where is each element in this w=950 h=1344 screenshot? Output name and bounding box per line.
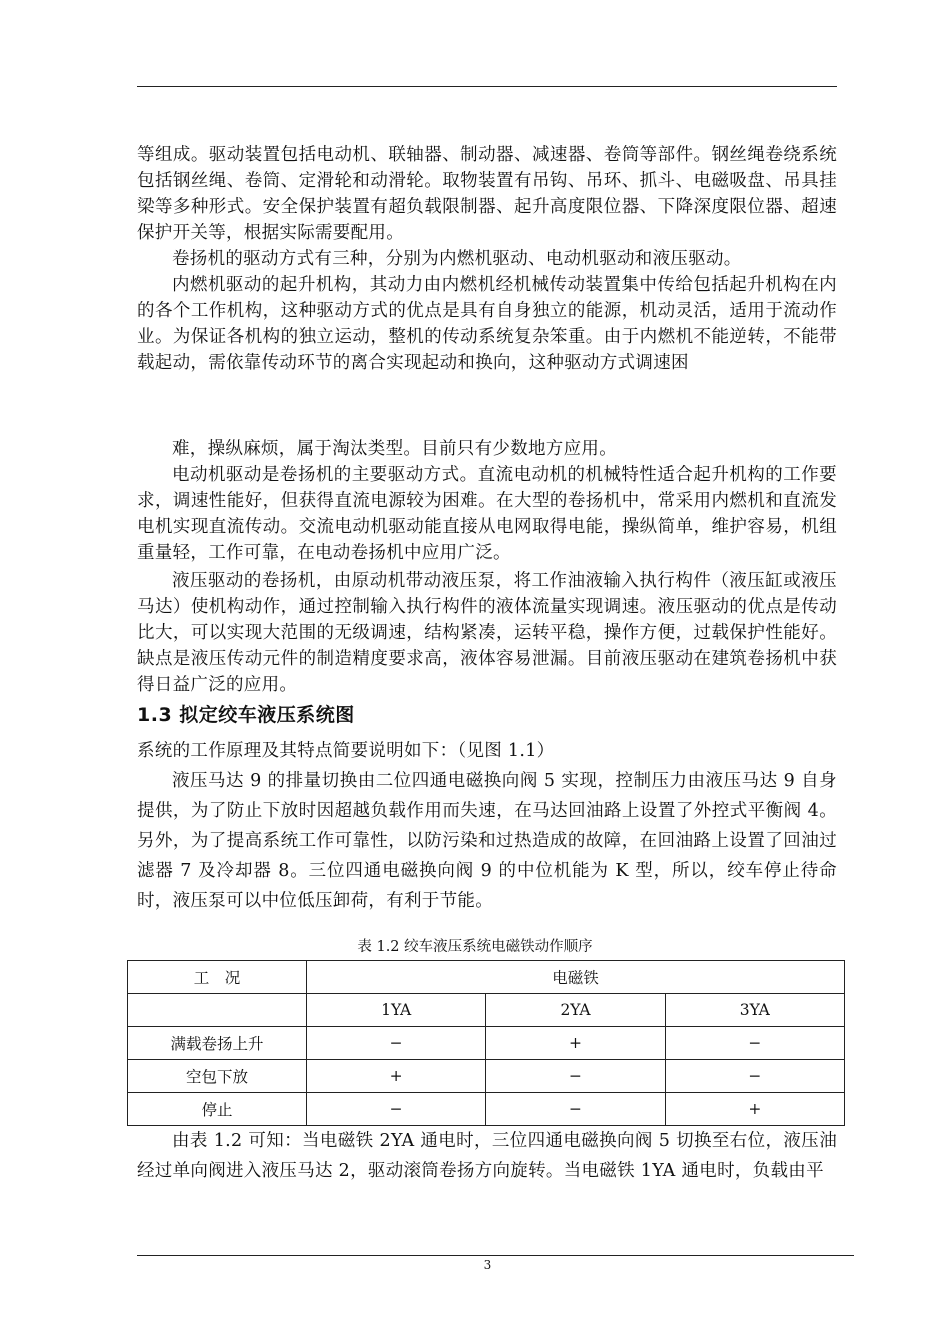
table-caption: 表 1.2 绞车液压系统电磁铁动作顺序 bbox=[357, 939, 593, 955]
paragraph-ice-drive-cont: 难，操纵麻烦，属于淘汰类型。目前只有少数地方应用。 bbox=[172, 439, 617, 459]
paragraph-intro: 系统的工作原理及其特点简要说明如下：（见图 1.1） bbox=[137, 741, 555, 761]
paragraph-ice-drive: 内燃机驱动的起升机构，其动力由内燃机经机械传动装置集中传给包括起升机构在内的各个工作机构，这种驱动方式的优点是具有自身独立的能源，机动灵活，适用于流动作业。为保证各机构的独立运动，整机的传动系统复杂笨重。由于内燃机不能逆转，不能带载起动，需依靠传动环节的离合实现起动和换向，这种驱动方式调速困 bbox=[137, 275, 837, 373]
paragraph-table-explanation: 由表 1.2 可知：当电磁铁 2YA 通电时，三位四通电磁换向阀 5 切换至右位，液压油经过单向阀进入液压马达 2，驱动滚筒卷扬方向旋转。当电磁铁 1YA 通电时，负载由平 bbox=[137, 1131, 837, 1181]
table-row bbox=[128, 1060, 845, 1093]
header-condition: 工 况 bbox=[128, 961, 307, 994]
row-label: 满载卷扬上升 bbox=[128, 1027, 307, 1060]
table-cell: − bbox=[486, 1060, 665, 1093]
table-cell: − bbox=[307, 1027, 486, 1060]
row-label: 停止 bbox=[128, 1093, 307, 1126]
table-cell: − bbox=[665, 1060, 844, 1093]
table-header-row bbox=[128, 961, 845, 994]
header-solenoid: 电磁铁 bbox=[307, 961, 845, 994]
column-header: 3YA bbox=[665, 994, 844, 1027]
page-number: 3 bbox=[483, 1258, 492, 1272]
table-cell: + bbox=[486, 1027, 665, 1060]
column-header: 2YA bbox=[486, 994, 665, 1027]
table-row bbox=[128, 1093, 845, 1126]
header-blank bbox=[128, 994, 307, 1027]
row-label: 空包下放 bbox=[128, 1060, 307, 1093]
table-row bbox=[128, 1027, 845, 1060]
section-heading: 1.3 拟定绞车液压系统图 bbox=[137, 704, 355, 726]
paragraph-motor-drive: 电动机驱动是卷扬机的主要驱动方式。直流电动机的机械特性适合起升机构的工作要求，调速性能好，但获得直流电源较为困难。在大型的卷扬机中，常采用内燃机和直流发电机实现直流传动。交流电动机驱动能直接从电网取得电能，操纵简单，维护容易，机组重量轻，工作可靠，在电动卷扬机中应用广泛。 bbox=[137, 465, 837, 563]
footer-rule bbox=[137, 1255, 854, 1256]
table-cell: + bbox=[307, 1060, 486, 1093]
paragraph-drive-modes: 卷扬机的驱动方式有三种，分别为内燃机驱动、电动机驱动和液压驱动。 bbox=[172, 249, 742, 269]
paragraph-principle: 液压马达 9 的排量切换由二位四通电磁换向阀 5 实现，控制压力由液压马达 9 自身提供，为了防止下放时因超越负载作用而失速，在马达回油路上设置了外控式平衡阀 4。另外，为了提高系统工作可靠性，以防污染和过热造成的故障，在回油路上设置了回油过滤器 7 及冷却器 8。三位四通电磁换向阀 9 的中位机能为 K 型，所以，绞车停止待命时，液压泵可以中位低压卸荷，有利于节能。 bbox=[137, 771, 837, 911]
table-cell: − bbox=[486, 1093, 665, 1126]
table-cell: − bbox=[307, 1093, 486, 1126]
table-cell: + bbox=[665, 1093, 844, 1126]
paragraph-components: 等组成。驱动装置包括电动机、联轴器、制动器、减速器、卷筒等部件。钢丝绳卷绕系统包括钢丝绳、卷筒、定滑轮和动滑轮。取物装置有吊钩、吊环、抓斗、电磁吸盘、吊具挂梁等多种形式。安全保护装置有超负载限制器、起升高度限位器、下降深度限位器、超速保护开关等，根据实际需要配用。 bbox=[137, 145, 837, 243]
paragraph-hydraulic-drive: 液压驱动的卷扬机，由原动机带动液压泵，将工作油液输入执行构件（液压缸或液压马达）使机构动作，通过控制输入执行构件的液体流量实现调速。液压驱动的优点是传动比大，可以实现大范围的无级调速，结构紧凑，运转平稳，操作方便，过载保护性能好。缺点是液压传动元件的制造精度要求高，液体容易泄漏。目前液压驱动在建筑卷扬机中获得日益广泛的应用。 bbox=[137, 571, 837, 695]
header-rule bbox=[137, 86, 837, 87]
column-header: 1YA bbox=[307, 994, 486, 1027]
table-subheader-row bbox=[128, 994, 845, 1027]
table-cell: − bbox=[665, 1027, 844, 1060]
solenoid-table bbox=[127, 960, 845, 1126]
